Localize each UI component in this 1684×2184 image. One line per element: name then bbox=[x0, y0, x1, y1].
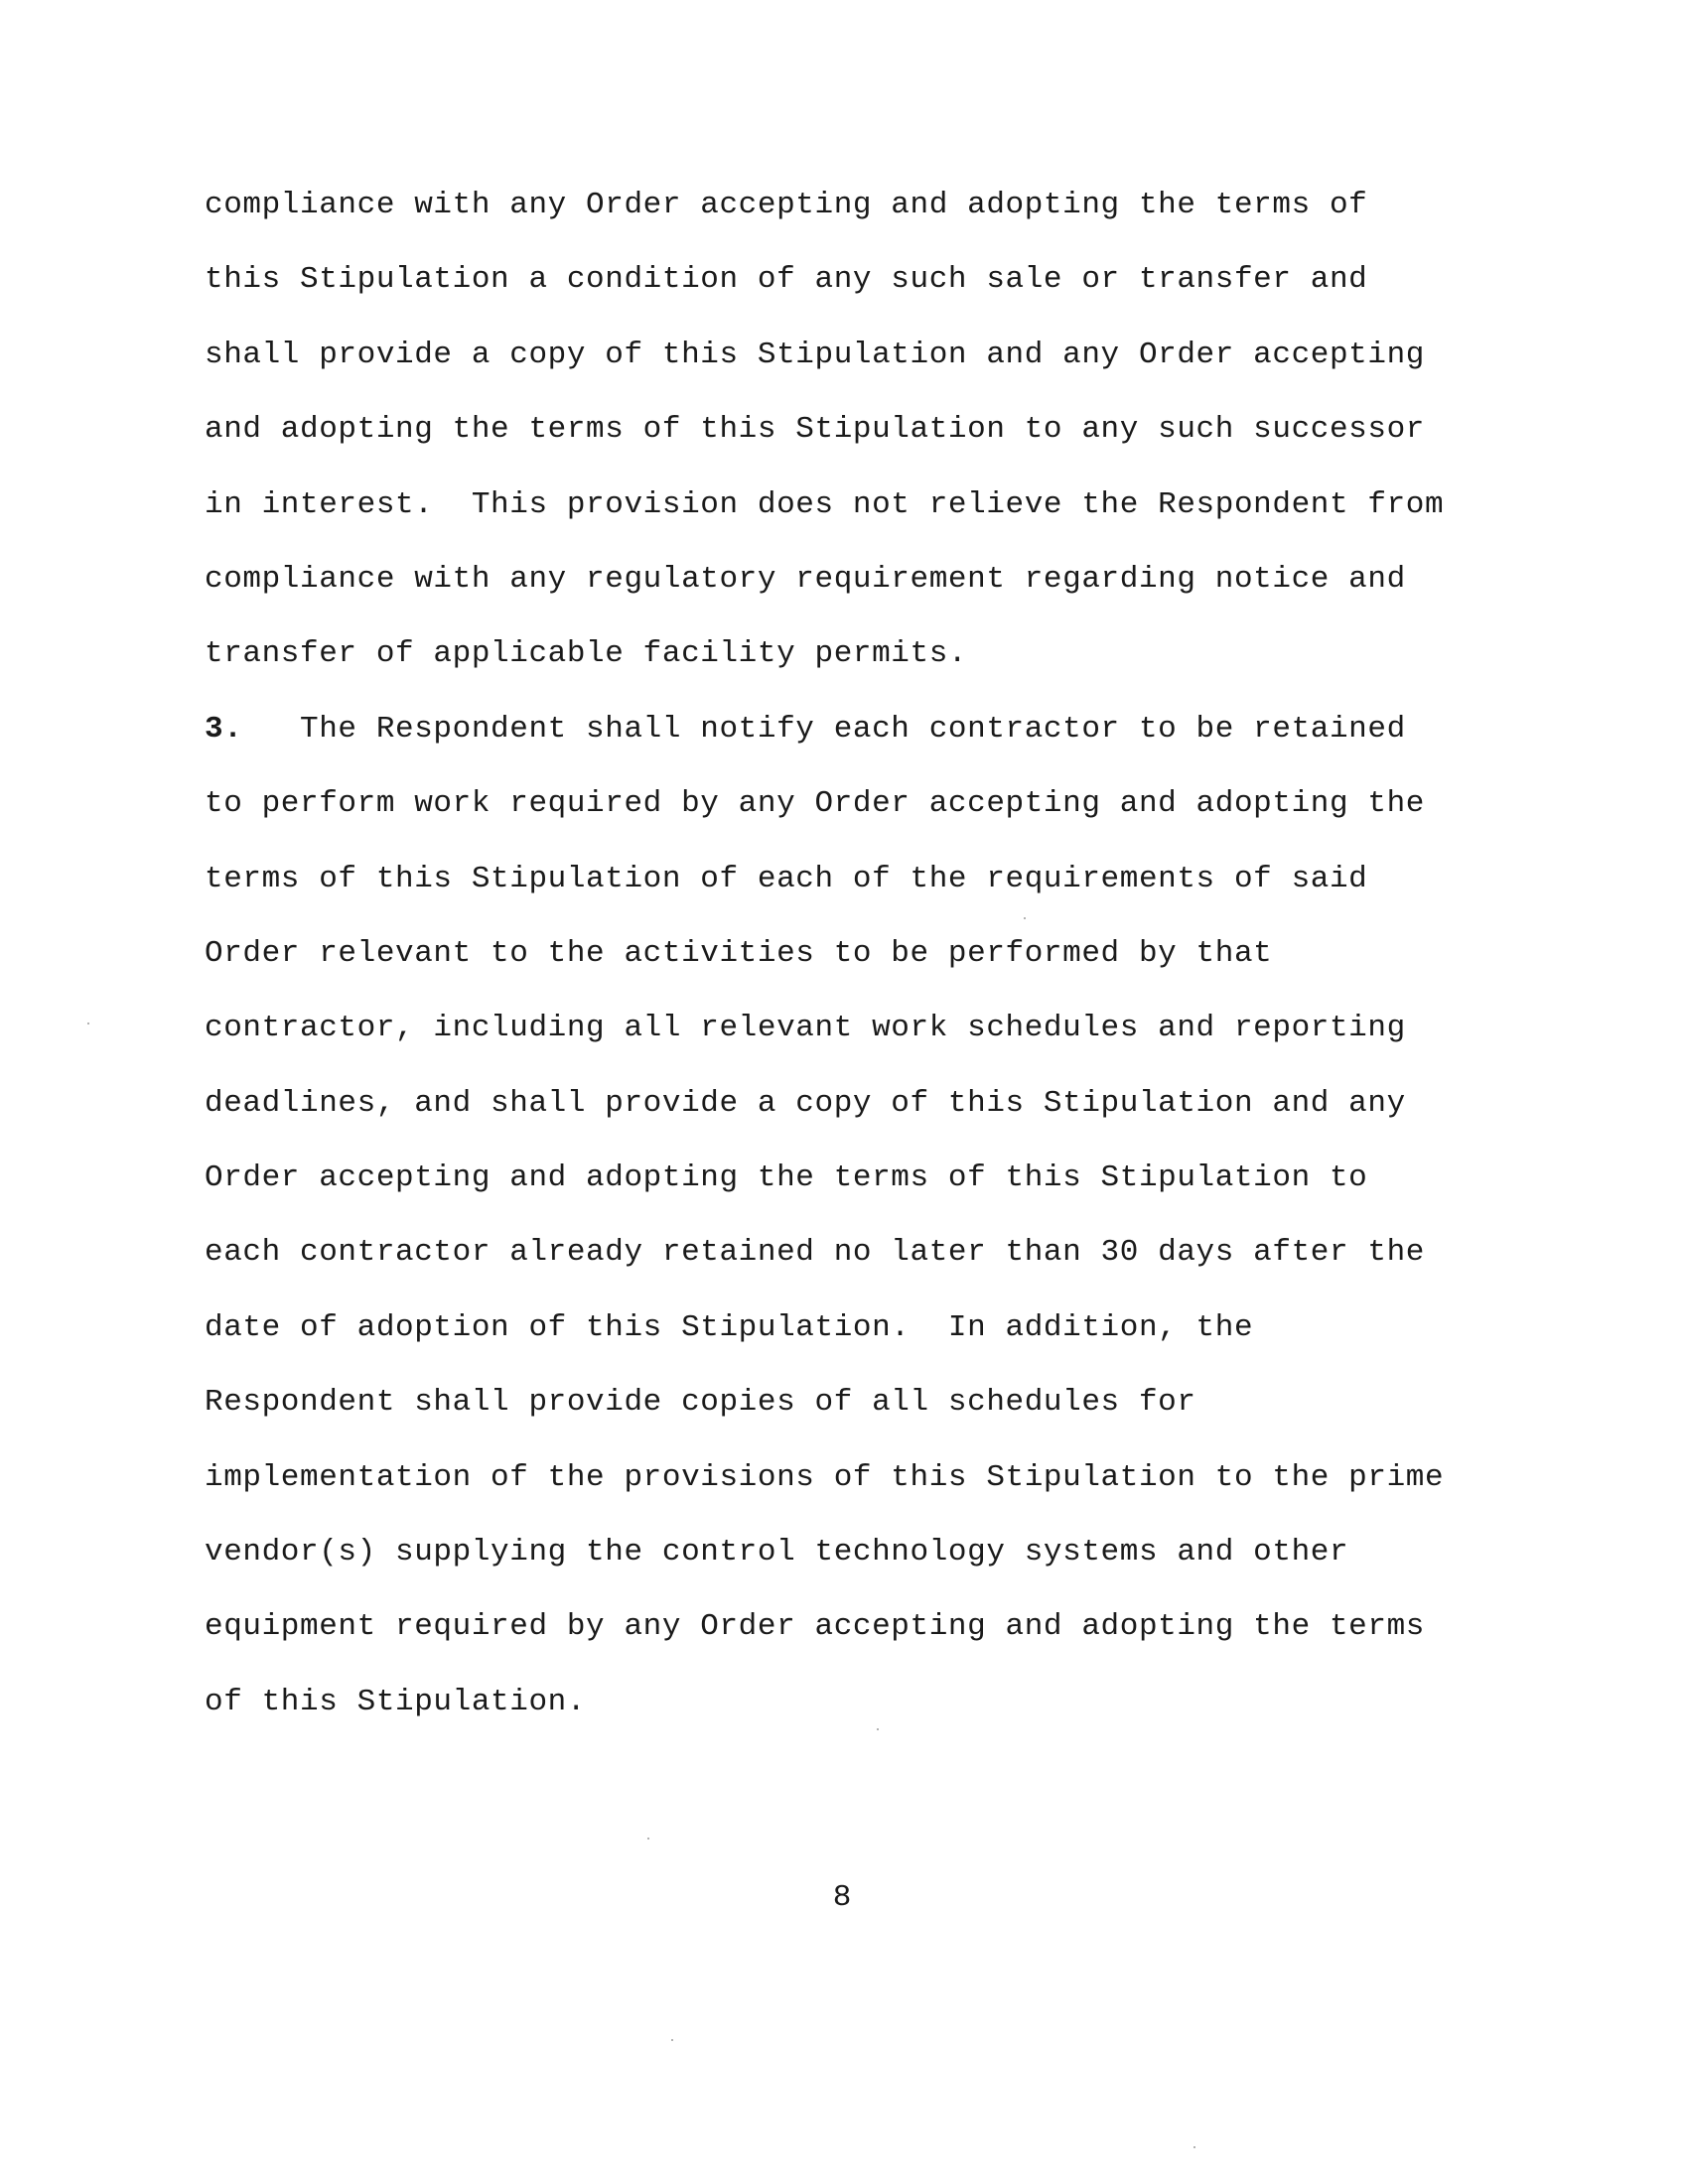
scan-speck bbox=[1024, 917, 1026, 919]
page-number: 8 bbox=[832, 1880, 852, 1915]
scan-speck bbox=[647, 1838, 649, 1840]
paragraph-3-line: each contractor already retained no later than 30 days after the bbox=[205, 1235, 1425, 1271]
scan-speck bbox=[1193, 2146, 1195, 2148]
paragraph-2-line: compliance with any Order accepting and adopting the terms of bbox=[205, 188, 1368, 222]
paragraph-3-first-line bbox=[205, 705, 1525, 779]
paragraph-3-line: Order relevant to the activities to be performed by that bbox=[205, 935, 1273, 971]
paragraph-3-line: date of adoption of this Stipulation. In addition, the bbox=[205, 1309, 1254, 1345]
paragraph-2-line: and adopting the terms of this Stipulation to any such successor bbox=[205, 412, 1425, 448]
paragraph-3-line: terms of this Stipulation of each of the requirements of said bbox=[205, 861, 1368, 896]
paragraph-3-line: vendor(s) supplying the control technology systems and other bbox=[205, 1535, 1349, 1570]
paragraph-3-line: deadlines, and shall provide a copy of this Stipulation and any bbox=[205, 1085, 1406, 1121]
paragraph-3-line: of this Stipulation. bbox=[205, 1684, 587, 1719]
paragraph-3-line: equipment required by any Order accepting and adopting the terms bbox=[205, 1609, 1425, 1645]
scan-speck bbox=[87, 1023, 89, 1024]
scan-speck bbox=[877, 1728, 879, 1730]
paragraph-3-opening-text: The Respondent shall notify each contractor to be retained bbox=[300, 711, 1406, 747]
paragraph-3-line: to perform work required by any Order accepting and adopting the bbox=[205, 786, 1425, 822]
paragraph-3-line: contractor, including all relevant work schedules and reporting bbox=[205, 1011, 1406, 1046]
paragraph-2-line: shall provide a copy of this Stipulation and any Order accepting bbox=[205, 337, 1425, 372]
paragraph-3-line: Respondent shall provide copies of all schedules for bbox=[205, 1385, 1196, 1421]
paragraph-number: 3. bbox=[205, 711, 243, 747]
paragraph-2-line: transfer of applicable facility permits. bbox=[205, 636, 968, 672]
paragraph-2-line: compliance with any regulatory requirement regarding notice and bbox=[205, 561, 1406, 597]
paragraph-2-line: this Stipulation a condition of any such sale or transfer and bbox=[205, 262, 1368, 298]
paragraph-3-line: implementation of the provisions of this Stipulation to the prime bbox=[205, 1459, 1445, 1495]
scan-speck bbox=[671, 2039, 673, 2041]
paragraph-3-line: Order accepting and adopting the terms of this Stipulation to bbox=[205, 1160, 1368, 1196]
paragraph-2-line: in interest. This provision does not relieve the Respondent from bbox=[205, 486, 1445, 522]
document-body bbox=[205, 181, 1525, 1752]
